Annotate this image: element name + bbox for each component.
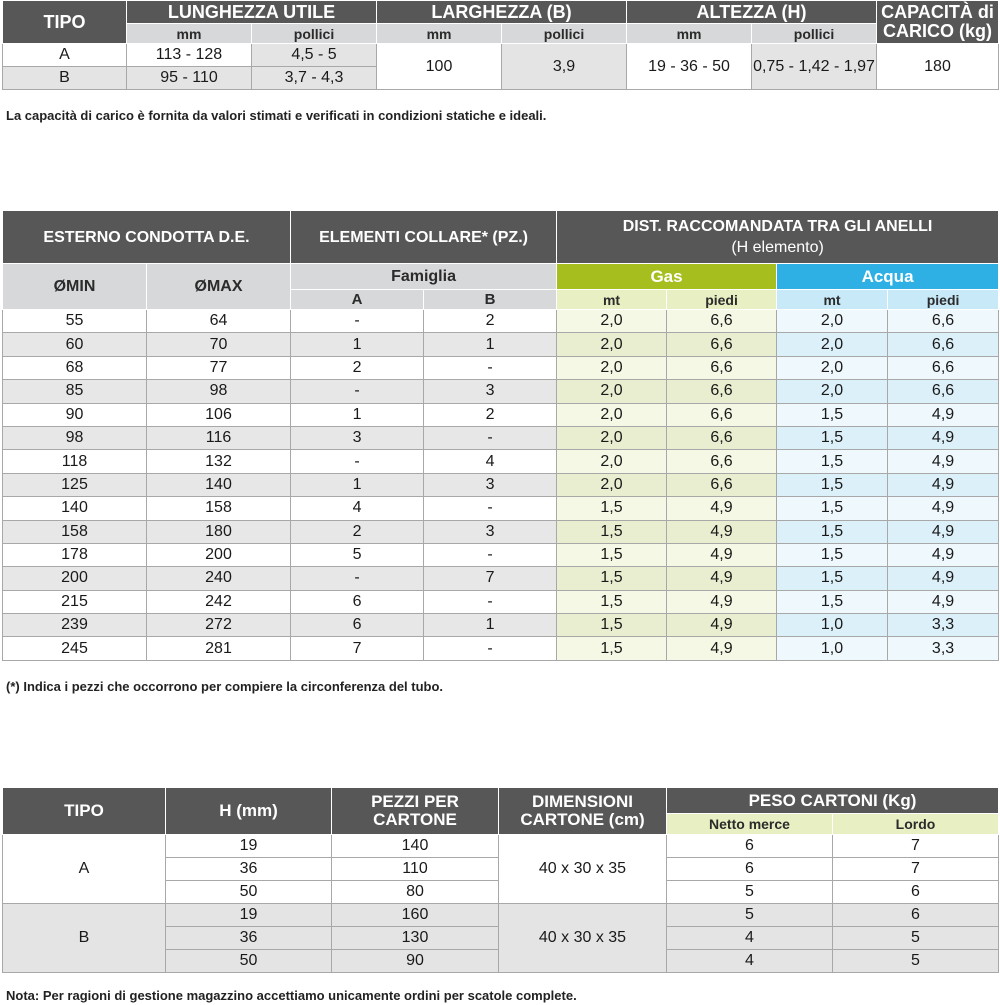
cell-gas-piedi: 4,9: [667, 590, 777, 613]
cell-dimensioni: 40 x 30 x 35: [499, 835, 667, 904]
cell-gas-mt: 1,5: [557, 637, 667, 660]
header-acqua-mt: mt: [777, 290, 888, 310]
cell-diametro-max: 70: [147, 333, 291, 356]
table-row: [3, 426, 999, 449]
cell-diametro-min: 55: [3, 310, 147, 333]
table-row: [3, 543, 999, 566]
cell-h-mm: 36: [166, 858, 332, 881]
cell-diametro-min: 90: [3, 403, 147, 426]
unit-mm: mm: [627, 24, 752, 44]
cell-diametro-max: 106: [147, 403, 291, 426]
unit-pollici: pollici: [252, 24, 377, 44]
cell-gas-mt: 1,5: [557, 614, 667, 637]
cell-diametro-min: 85: [3, 380, 147, 403]
cell-acqua-mt: 1,5: [777, 590, 888, 613]
cell-acqua-mt: 1,5: [777, 450, 888, 473]
cell-acqua-piedi: 4,9: [888, 426, 999, 449]
cell-gas-mt: 2,0: [557, 473, 667, 496]
cell-diametro-max: 158: [147, 497, 291, 520]
unit-pollici: pollici: [752, 24, 877, 44]
cell-acqua-mt: 2,0: [777, 380, 888, 403]
header-pezzi-per-cartone: [332, 788, 499, 835]
header-capacita-carico: [877, 1, 999, 44]
cell-h-mm: 19: [166, 835, 332, 858]
cell-lunghezza-pollici: 4,5 - 5: [252, 44, 377, 67]
cell-diametro-max: 116: [147, 426, 291, 449]
table-row: [3, 614, 999, 637]
cell-gas-mt: 2,0: [557, 403, 667, 426]
cell-famiglia-a: 1: [291, 333, 424, 356]
cell-netto: 5: [667, 881, 833, 904]
cell-gas-piedi: 4,9: [667, 567, 777, 590]
cell-h-mm: 36: [166, 927, 332, 950]
header-diametro-max: ØMAX: [147, 264, 291, 310]
cell-gas-piedi: 6,6: [667, 380, 777, 403]
header-distanza-raccomandata: [557, 211, 999, 264]
cell-capacita: 180: [877, 44, 999, 90]
header-famiglia-a: A: [291, 290, 424, 310]
header-famiglia: Famiglia: [291, 264, 557, 290]
cell-acqua-mt: 2,0: [777, 310, 888, 333]
cell-gas-mt: 1,5: [557, 590, 667, 613]
cell-altezza-pollici: 0,75 - 1,42 - 1,97: [752, 44, 877, 90]
cell-lordo: 5: [833, 950, 999, 973]
header-distanza-line2: (H elemento): [731, 239, 824, 256]
cell-famiglia-b: -: [424, 543, 557, 566]
cell-diametro-max: 98: [147, 380, 291, 403]
header-peso-cartoni: PESO CARTONI (Kg): [667, 788, 999, 814]
header-dimensioni-cartone: [499, 788, 667, 835]
cell-famiglia-a: 4: [291, 497, 424, 520]
header-capacita-line1: CAPACITÀ di: [881, 2, 994, 22]
header-tipo: TIPO: [3, 1, 127, 44]
cell-netto: 4: [667, 950, 833, 973]
cell-famiglia-b: 1: [424, 333, 557, 356]
unit-pollici: pollici: [502, 24, 627, 44]
header-dimensioni-line1: DIMENSIONI: [531, 792, 634, 811]
cell-netto: 6: [667, 858, 833, 881]
cell-acqua-piedi: 4,9: [888, 543, 999, 566]
table-row: [3, 904, 999, 927]
cell-gas-piedi: 6,6: [667, 426, 777, 449]
cell-gas-piedi: 6,6: [667, 450, 777, 473]
cell-larghezza-mm: 100: [377, 44, 502, 90]
cell-famiglia-b: -: [424, 590, 557, 613]
cell-acqua-piedi: 4,9: [888, 497, 999, 520]
cell-diametro-max: 180: [147, 520, 291, 543]
cell-diametro-min: 239: [3, 614, 147, 637]
cell-diametro-min: 245: [3, 637, 147, 660]
cell-lordo: 7: [833, 858, 999, 881]
cell-gas-mt: 1,5: [557, 567, 667, 590]
cell-lordo: 5: [833, 927, 999, 950]
cell-acqua-mt: 1,0: [777, 614, 888, 637]
cell-h-mm: 50: [166, 950, 332, 973]
cell-famiglia-b: -: [424, 356, 557, 379]
table-row: [3, 637, 999, 660]
cell-famiglia-b: 3: [424, 473, 557, 496]
cell-netto: 4: [667, 927, 833, 950]
cell-famiglia-a: 1: [291, 403, 424, 426]
header-esterno-condotta: ESTERNO CONDOTTA D.E.: [3, 211, 291, 264]
header-elementi-collare: ELEMENTI COLLARE* (PZ.): [291, 211, 557, 264]
cell-gas-piedi: 6,6: [667, 473, 777, 496]
cell-diametro-min: 98: [3, 426, 147, 449]
header-pezzi-line2: CARTONE: [373, 810, 457, 829]
cell-acqua-piedi: 6,6: [888, 310, 999, 333]
cell-acqua-mt: 1,5: [777, 520, 888, 543]
collar-elements-table: [2, 210, 999, 661]
cell-acqua-piedi: 4,9: [888, 590, 999, 613]
cell-famiglia-b: 1: [424, 614, 557, 637]
cell-famiglia-a: -: [291, 310, 424, 333]
cell-lunghezza-pollici: 3,7 - 4,3: [252, 67, 377, 90]
cell-diametro-max: 140: [147, 473, 291, 496]
header-tipo: TIPO: [3, 788, 166, 835]
cell-lunghezza-mm: 95 - 110: [127, 67, 252, 90]
cell-acqua-mt: 2,0: [777, 333, 888, 356]
unit-mm: mm: [377, 24, 502, 44]
cell-gas-mt: 2,0: [557, 380, 667, 403]
cell-diametro-min: 68: [3, 356, 147, 379]
cell-gas-mt: 1,5: [557, 520, 667, 543]
header-acqua: Acqua: [777, 264, 999, 290]
cell-gas-piedi: 4,9: [667, 614, 777, 637]
cell-gas-piedi: 6,6: [667, 333, 777, 356]
cell-netto: 6: [667, 835, 833, 858]
table-row: [3, 450, 999, 473]
cell-famiglia-a: 7: [291, 637, 424, 660]
cell-acqua-piedi: 3,3: [888, 637, 999, 660]
table-row: [3, 835, 999, 858]
cell-larghezza-pollici: 3,9: [502, 44, 627, 90]
cell-gas-piedi: 6,6: [667, 310, 777, 333]
cell-lunghezza-mm: 113 - 128: [127, 44, 252, 67]
header-dimensioni-line2: CARTONE (cm): [520, 810, 645, 829]
header-famiglia-b: B: [424, 290, 557, 310]
table-row: [3, 403, 999, 426]
cell-altezza-mm: 19 - 36 - 50: [627, 44, 752, 90]
header-gas-piedi: piedi: [667, 290, 777, 310]
cell-gas-mt: 2,0: [557, 310, 667, 333]
packaging-table: [2, 787, 999, 973]
cell-gas-piedi: 4,9: [667, 520, 777, 543]
cell-diametro-max: 132: [147, 450, 291, 473]
unit-mm: mm: [127, 24, 252, 44]
cell-acqua-piedi: 4,9: [888, 567, 999, 590]
cell-famiglia-a: -: [291, 567, 424, 590]
header-gas: Gas: [557, 264, 777, 290]
cell-famiglia-b: -: [424, 637, 557, 660]
cell-gas-mt: 2,0: [557, 333, 667, 356]
cell-acqua-piedi: 6,6: [888, 356, 999, 379]
cell-h-mm: 50: [166, 881, 332, 904]
cell-famiglia-b: -: [424, 426, 557, 449]
table-row: [3, 380, 999, 403]
cell-famiglia-a: 5: [291, 543, 424, 566]
cell-diametro-min: 118: [3, 450, 147, 473]
cell-famiglia-b: 4: [424, 450, 557, 473]
cell-gas-piedi: 4,9: [667, 637, 777, 660]
cell-gas-piedi: 6,6: [667, 403, 777, 426]
cell-dimensioni: 40 x 30 x 35: [499, 904, 667, 973]
cell-gas-piedi: 4,9: [667, 543, 777, 566]
cell-acqua-mt: 2,0: [777, 356, 888, 379]
cell-lordo: 6: [833, 904, 999, 927]
cell-gas-mt: 1,5: [557, 497, 667, 520]
cell-diametro-min: 200: [3, 567, 147, 590]
cell-famiglia-a: 6: [291, 614, 424, 637]
cell-diametro-max: 242: [147, 590, 291, 613]
cell-gas-mt: 2,0: [557, 356, 667, 379]
cell-acqua-piedi: 4,9: [888, 450, 999, 473]
cell-gas-piedi: 4,9: [667, 497, 777, 520]
cell-diametro-min: 140: [3, 497, 147, 520]
header-diametro-min: ØMIN: [3, 264, 147, 310]
header-altezza: ALTEZZA (H): [627, 1, 877, 24]
table-row: [3, 44, 999, 67]
header-larghezza: LARGHEZZA (B): [377, 1, 627, 24]
dimensions-table: [2, 0, 999, 90]
cell-acqua-piedi: 4,9: [888, 403, 999, 426]
cell-famiglia-a: -: [291, 380, 424, 403]
collar-note: (*) Indica i pezzi che occorrono per compiere la circonferenza del tubo.: [6, 679, 444, 694]
cell-gas-mt: 2,0: [557, 450, 667, 473]
table-row: [3, 567, 999, 590]
cell-tipo: B: [3, 904, 166, 973]
cell-diametro-max: 272: [147, 614, 291, 637]
cell-lordo: 7: [833, 835, 999, 858]
header-distanza-line1: DIST. RACCOMANDATA TRA GLI ANELLI: [622, 218, 933, 235]
header-gas-mt: mt: [557, 290, 667, 310]
capacity-note: La capacità di carico è fornita da valori stimati e verificati in condizioni statiche e ideali.: [6, 108, 547, 123]
cell-acqua-mt: 1,5: [777, 567, 888, 590]
cell-lordo: 6: [833, 881, 999, 904]
table-row: [3, 473, 999, 496]
cell-famiglia-a: 2: [291, 520, 424, 543]
cell-netto: 5: [667, 904, 833, 927]
cell-h-mm: 19: [166, 904, 332, 927]
cell-tipo: A: [3, 44, 127, 67]
header-lunghezza-utile: LUNGHEZZA UTILE: [127, 1, 377, 24]
cell-pezzi: 110: [332, 858, 499, 881]
cell-acqua-piedi: 4,9: [888, 520, 999, 543]
cell-gas-mt: 1,5: [557, 543, 667, 566]
cell-diametro-max: 281: [147, 637, 291, 660]
cell-diametro-max: 77: [147, 356, 291, 379]
cell-gas-mt: 2,0: [557, 426, 667, 449]
cell-acqua-piedi: 4,9: [888, 473, 999, 496]
table-row: [3, 590, 999, 613]
table-row: [3, 497, 999, 520]
header-capacita-line2: CARICO (kg): [883, 21, 993, 41]
cell-gas-piedi: 6,6: [667, 356, 777, 379]
cell-famiglia-a: 2: [291, 356, 424, 379]
table-row: [3, 520, 999, 543]
cell-diametro-max: 200: [147, 543, 291, 566]
cell-pezzi: 160: [332, 904, 499, 927]
header-pezzi-line1: PEZZI PER: [371, 792, 459, 811]
cell-famiglia-b: 2: [424, 403, 557, 426]
cell-famiglia-b: 3: [424, 380, 557, 403]
cell-acqua-piedi: 3,3: [888, 614, 999, 637]
cell-acqua-mt: 1,5: [777, 426, 888, 449]
cell-famiglia-a: 6: [291, 590, 424, 613]
cell-pezzi: 90: [332, 950, 499, 973]
cell-pezzi: 80: [332, 881, 499, 904]
cell-famiglia-a: 3: [291, 426, 424, 449]
cell-diametro-min: 178: [3, 543, 147, 566]
cell-tipo: B: [3, 67, 127, 90]
cell-diametro-max: 240: [147, 567, 291, 590]
cell-acqua-piedi: 6,6: [888, 380, 999, 403]
header-acqua-piedi: piedi: [888, 290, 999, 310]
header-lordo: Lordo: [833, 814, 999, 835]
cell-diametro-min: 215: [3, 590, 147, 613]
cell-famiglia-b: 3: [424, 520, 557, 543]
cell-famiglia-b: -: [424, 497, 557, 520]
cell-pezzi: 140: [332, 835, 499, 858]
cell-famiglia-b: 2: [424, 310, 557, 333]
cell-pezzi: 130: [332, 927, 499, 950]
cell-diametro-max: 64: [147, 310, 291, 333]
cell-famiglia-b: 7: [424, 567, 557, 590]
cell-acqua-mt: 1,5: [777, 543, 888, 566]
table-row: [3, 333, 999, 356]
cell-acqua-mt: 1,0: [777, 637, 888, 660]
cell-diametro-min: 125: [3, 473, 147, 496]
cell-acqua-mt: 1,5: [777, 403, 888, 426]
order-note: Nota: Per ragioni di gestione magazzino accettiamo unicamente ordini per scatole complete.: [6, 988, 577, 1003]
header-netto-merce: Netto merce: [667, 814, 833, 835]
cell-tipo: A: [3, 835, 166, 904]
table-row: [3, 356, 999, 379]
table-row: [3, 310, 999, 333]
cell-acqua-mt: 1,5: [777, 473, 888, 496]
cell-diametro-min: 158: [3, 520, 147, 543]
cell-famiglia-a: 1: [291, 473, 424, 496]
cell-famiglia-a: -: [291, 450, 424, 473]
cell-acqua-piedi: 6,6: [888, 333, 999, 356]
header-h-mm: H (mm): [166, 788, 332, 835]
cell-acqua-mt: 1,5: [777, 497, 888, 520]
cell-diametro-min: 60: [3, 333, 147, 356]
